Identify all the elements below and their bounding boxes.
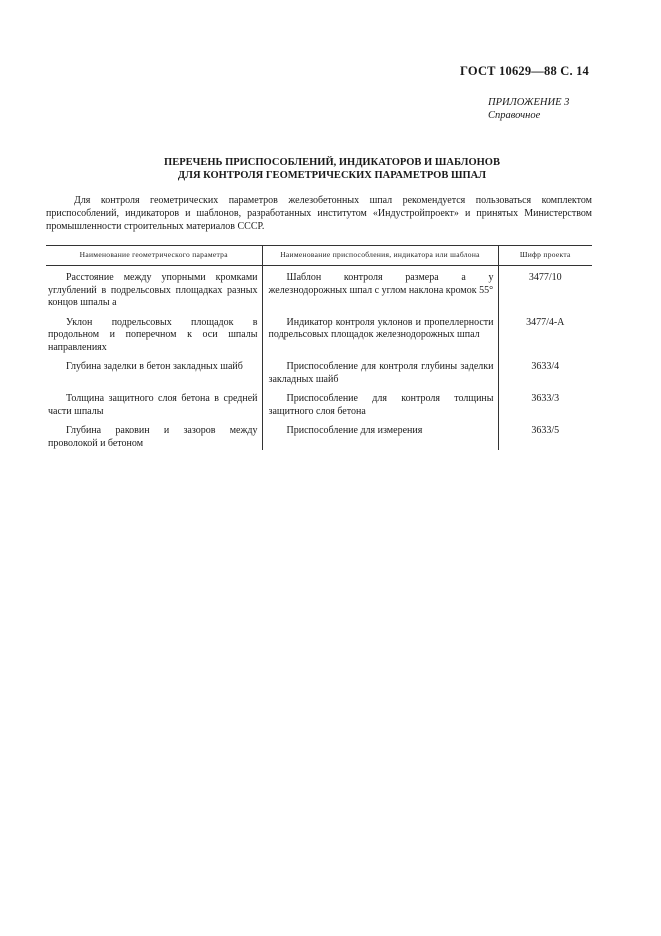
cell-code: 3633/5 [531, 425, 560, 436]
table-row [46, 393, 592, 418]
title-line-1: ПЕРЕЧЕНЬ ПРИСПОСОБЛЕНИЙ, ИНДИКАТОРОВ И ШАБЛОНОВ [164, 157, 500, 168]
standard-reference: ГОСТ 10629—88 С. 14 [460, 64, 589, 78]
cell-code: 3477/10 [528, 272, 562, 283]
cell-parameter: Глубина раковин и зазоров между проволокой и бетоном [46, 425, 262, 450]
devices-table [46, 245, 592, 450]
cell-device: Шаблон контроля размера а у железнодорожных шпал с углом наклона кромок 55° [262, 272, 498, 310]
cell-parameter: Уклон подрельсовых площадок в продольном и поперечном к оси шпалы направлениях [46, 317, 262, 355]
header-parameter: Наименование геометрического параметра [46, 246, 262, 266]
cell-device: Индикатор контроля уклонов и пропеллерности подрельсовых площадок железнодорожных шпал [262, 317, 498, 355]
appendix-label: ПРИЛОЖЕНИЕ 3 [488, 97, 570, 108]
cell-code: 3633/4 [531, 361, 560, 372]
cell-device: Приспособление для измерения [262, 425, 498, 450]
table-row [46, 272, 592, 310]
document-title [60, 156, 604, 182]
table-row [46, 425, 592, 450]
table-row [46, 317, 592, 355]
appendix-type: Справочное [488, 110, 541, 121]
title-line-2: ДЛЯ КОНТРОЛЯ ГЕОМЕТРИЧЕСКИХ ПАРАМЕТРОВ ШПАЛ [177, 170, 487, 181]
header-code: Шифр проекта [498, 246, 592, 266]
cell-parameter: Расстояние между упорными кромками углублений в подрельсовых площадках разных концов шпалы а [46, 272, 262, 310]
intro-paragraph-block [46, 194, 592, 233]
cell-device: Приспособление для контроля толщины защитного слоя бетона [262, 393, 498, 418]
table-header-row [46, 246, 592, 266]
appendix-label-block [488, 96, 569, 122]
cell-code: 3477/4-А [526, 316, 565, 328]
cell-code: 3633/3 [531, 393, 560, 404]
cell-parameter: Толщина защитного слоя бетона в средней части шпалы [46, 393, 262, 418]
cell-parameter: Глубина заделки в бетон закладных шайб [46, 361, 262, 386]
intro-paragraph: Для контроля геометрических параметров железобетонных шпал рекомендуется пользоваться комплектом приспособлений, индикаторов и шаблонов, разработанных институтом «Индустройпроект» и принятых Министерством промышленности строительных материалов СССР. [46, 195, 592, 232]
cell-device: Приспособление для контроля глубины заделки закладных шайб [262, 361, 498, 386]
table-row [46, 361, 592, 386]
header-device: Наименование приспособления, индикатора или шаблона [262, 246, 498, 266]
